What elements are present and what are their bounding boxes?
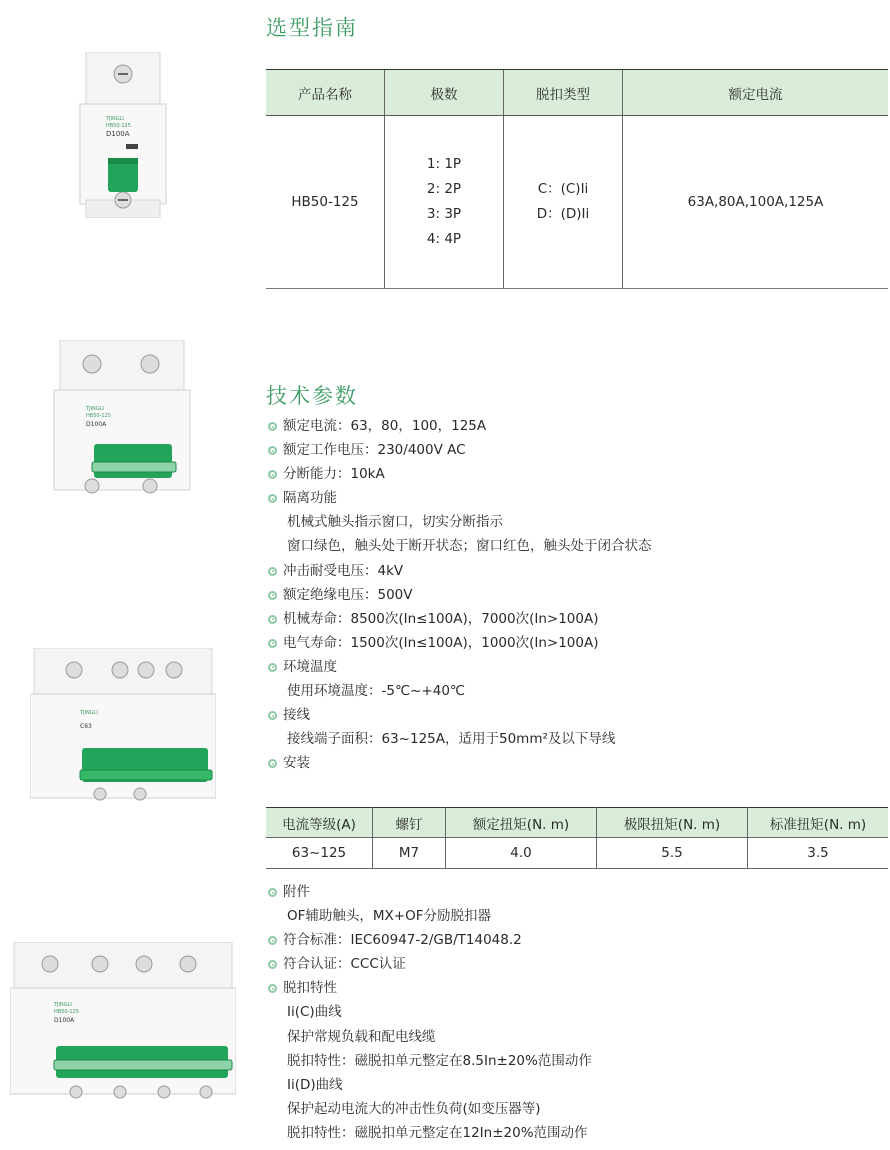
bullet-icon (268, 711, 277, 720)
list-item-text: 冲击耐受电压：4kV (283, 562, 404, 579)
bullet-icon (268, 936, 277, 945)
list-item (268, 607, 652, 631)
list-item-text: 接线 (283, 707, 310, 724)
list-item-text: 安装 (283, 755, 310, 772)
bullet-icon (268, 960, 277, 969)
torque-cell: 3.5 (748, 838, 889, 869)
breaker-brand-label: TJINGLI (54, 1002, 72, 1008)
trip-type-option: C：(C)Ii (537, 181, 589, 197)
list-item (268, 1025, 592, 1049)
breaker-rating-label: D100A (54, 1017, 75, 1024)
list-item (268, 703, 652, 727)
list-item-text: 附件 (283, 884, 310, 900)
list-item (268, 952, 592, 976)
list-item-text: 符合标准：IEC60947-2/GB/T14048.2 (283, 932, 522, 949)
list-item-text: 环境温度 (283, 658, 337, 675)
bullet-icon (268, 446, 277, 455)
list-item (268, 583, 652, 607)
product-name: HB50-125 (266, 116, 385, 289)
list-item-text: 使用环境温度：-5℃~+40℃ (287, 683, 466, 700)
pole-option: 1: 1P (426, 156, 462, 172)
breaker-brand-label: TJINGLI (86, 406, 104, 412)
list-item (268, 655, 652, 679)
list-item (268, 976, 592, 1000)
pole-option: 4: 4P (426, 231, 462, 247)
torque-cell: 4.0 (446, 838, 597, 869)
torque-header: 额定扭矩(N. m) (446, 808, 597, 838)
pole-option: 3: 3P (426, 206, 462, 222)
list-item (268, 462, 652, 486)
list-item-text: 脱扣特性 (283, 980, 337, 997)
list-item-text: Ii(C)曲线 (287, 1004, 342, 1021)
pole-option: 2: 2P (426, 181, 462, 197)
bullet-icon (268, 984, 277, 993)
list-item (268, 751, 652, 775)
list-item-text: 额定工作电压：230/400V AC (283, 442, 466, 459)
list-item-text: OF辅助触头，MX+OF分励脱扣器 (287, 908, 491, 925)
bullet-icon (268, 494, 277, 503)
breaker-2p-image (52, 340, 192, 500)
bullet-icon (268, 567, 277, 576)
selection-title: 选型指南 (266, 16, 358, 40)
trip-type-option: D：(D)Ii (536, 206, 590, 222)
breaker-3p-image (30, 648, 216, 808)
selection-table (266, 69, 888, 289)
list-item (268, 1073, 592, 1097)
breaker-rating-label: D100A (86, 421, 107, 428)
list-item (268, 414, 652, 438)
list-item (268, 679, 652, 703)
poles-cell (385, 116, 504, 289)
bullet-icon (268, 591, 277, 600)
list-item (268, 534, 652, 558)
bullet-icon (268, 759, 277, 768)
list-item-text: 分断能力：10kA (283, 466, 385, 483)
trip-type-cell (504, 116, 623, 289)
header-current: 额定电流 (623, 70, 889, 116)
list-item-text: 保护常规负载和配电线缆 (287, 1028, 436, 1045)
list-item (268, 486, 652, 510)
breaker-model-label: HB50-125 (86, 413, 111, 419)
list-item-text: 符合认证：CCC认证 (283, 956, 406, 973)
table-row (266, 838, 888, 869)
breaker-rating-label: C63 (80, 723, 92, 730)
list-item-text: 电气寿命：1500次(In≤100A)，1000次(In>100A) (283, 634, 599, 651)
list-item (268, 1000, 592, 1024)
torque-header: 极限扭矩(N. m) (597, 808, 748, 838)
list-item-text: 额定绝缘电压：500V (283, 586, 413, 603)
breaker-rating-label: D100A (106, 130, 130, 138)
torque-cell: 63~125 (266, 838, 373, 869)
list-item (268, 631, 652, 655)
list-item-text: 脱扣特性：磁脱扣单元整定在8.5In±20%范围动作 (287, 1052, 592, 1069)
list-item-text: 窗口绿色，触头处于断开状态；窗口红色，触头处于闭合状态 (287, 538, 652, 555)
header-poles: 极数 (385, 70, 504, 116)
breaker-1p-image (78, 52, 168, 218)
more-params-list (268, 880, 592, 1145)
list-item-text: 额定电流：63，80，100，125A (283, 418, 487, 434)
breaker-model-label: HB50-125 (106, 123, 131, 129)
header-trip-type: 脱扣类型 (504, 70, 623, 116)
torque-table (266, 807, 888, 869)
list-item (268, 438, 652, 462)
list-item (268, 559, 652, 583)
bullet-icon (268, 888, 277, 897)
rated-current: 63A,80A,100A,125A (623, 116, 889, 289)
list-item (268, 928, 592, 952)
list-item (268, 727, 652, 751)
list-item-text: 保护起动电流大的冲击性负荷(如变压器等) (287, 1100, 541, 1117)
list-item (268, 1049, 592, 1073)
bullet-icon (268, 615, 277, 624)
bullet-icon (268, 470, 277, 479)
torque-cell: 5.5 (597, 838, 748, 869)
breaker-brand-label: TJINGLI (80, 710, 98, 716)
torque-header: 螺钉 (373, 808, 446, 838)
tech-title: 技术参数 (266, 384, 358, 408)
list-item-text: 脱扣特性：磁脱扣单元整定在12In±20%范围动作 (287, 1124, 588, 1141)
list-item-text: 隔离功能 (283, 490, 337, 507)
list-item-text: 机械式触头指示窗口，切实分断指示 (287, 514, 503, 531)
bullet-icon (268, 639, 277, 648)
breaker-4p-image (10, 942, 236, 1104)
tech-params-list (268, 414, 652, 775)
list-item-text: Ii(D)曲线 (287, 1076, 343, 1093)
torque-header: 标准扭矩(N. m) (748, 808, 889, 838)
table-row (266, 116, 888, 289)
header-product: 产品名称 (266, 70, 385, 116)
list-item (268, 880, 592, 904)
list-item (268, 1121, 592, 1145)
torque-cell: M7 (373, 838, 446, 869)
bullet-icon (268, 422, 277, 431)
list-item-text: 接线端子面积：63~125A，适用于50mm²及以下导线 (287, 731, 616, 748)
breaker-model-label: HB50-125 (54, 1009, 79, 1015)
list-item (268, 510, 652, 534)
list-item (268, 904, 592, 928)
list-item (268, 1097, 592, 1121)
torque-header: 电流等级(A) (266, 808, 373, 838)
breaker-brand-label: TJINGLI (106, 116, 124, 122)
bullet-icon (268, 663, 277, 672)
list-item-text: 机械寿命：8500次(In≤100A)，7000次(In>100A) (283, 610, 599, 627)
